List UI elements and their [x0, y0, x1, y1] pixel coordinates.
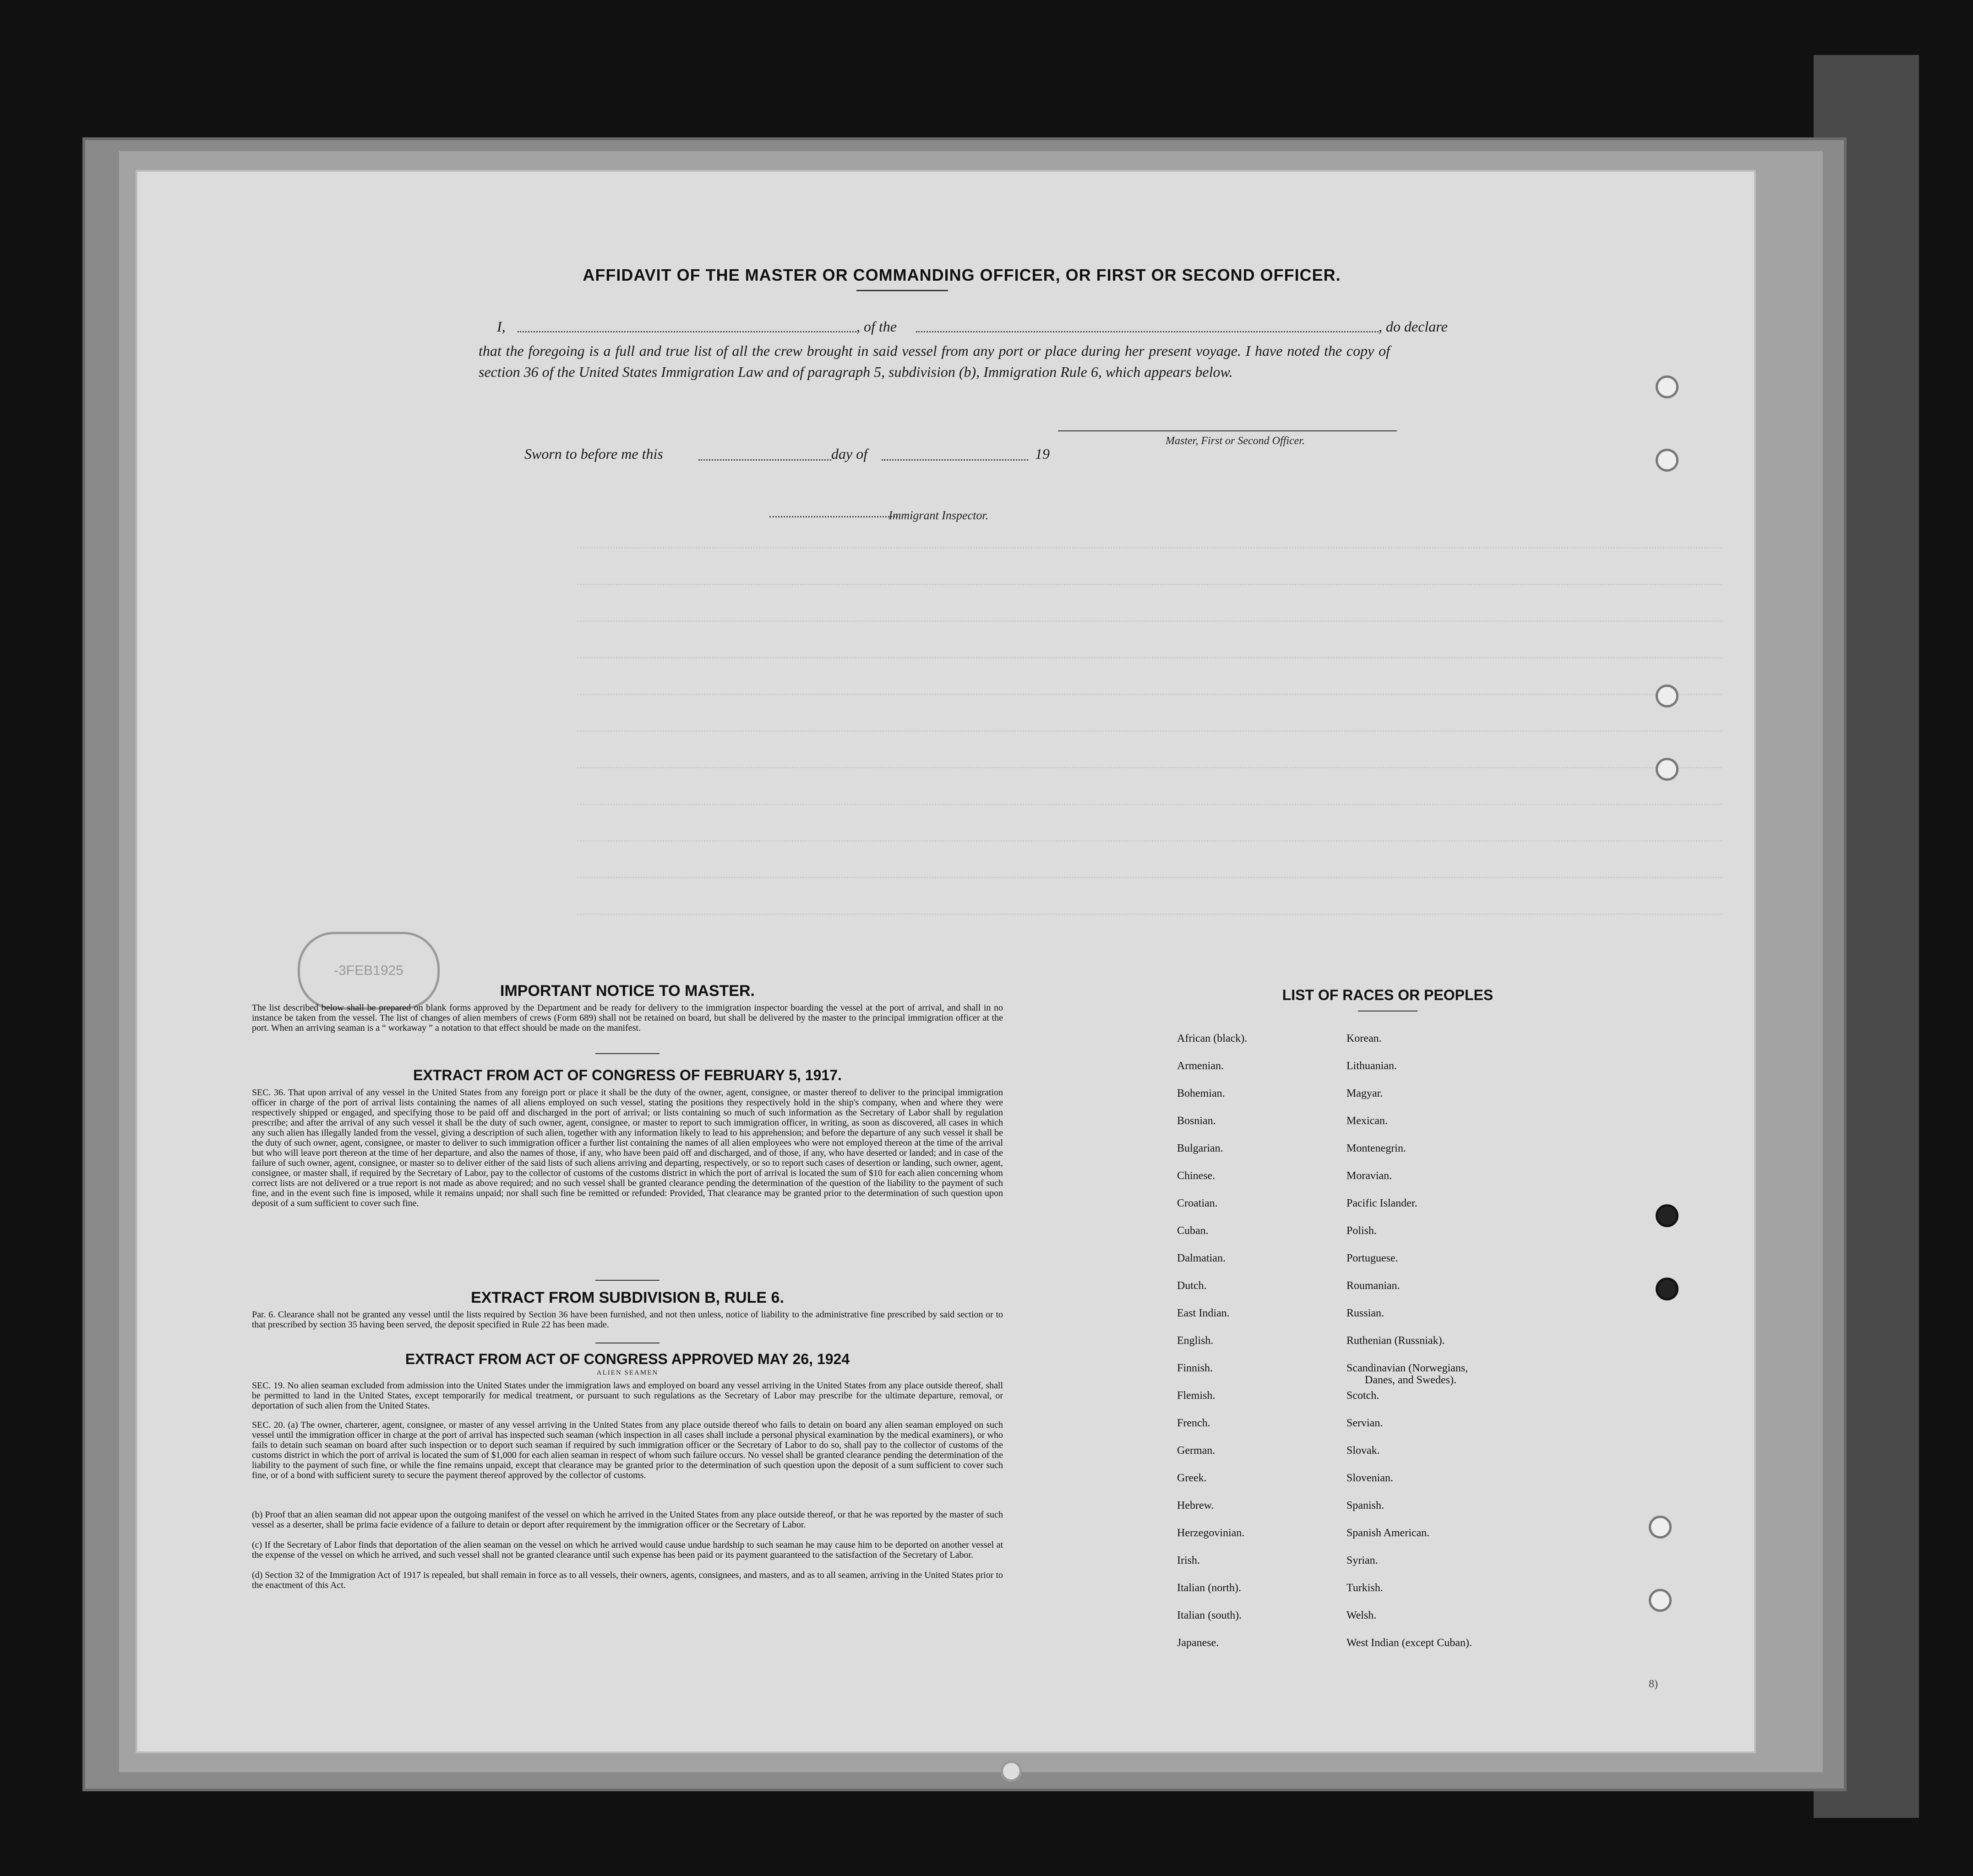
affidavit-of-the: , of the — [856, 318, 897, 335]
extract-1917-title: EXTRACT FROM ACT OF CONGRESS OF FEBRUARY 5, 1917. — [413, 1067, 842, 1083]
race-item: Ruthenian (Russniak). — [1346, 1335, 1445, 1347]
race-item: African (black). — [1177, 1033, 1248, 1044]
race-item: Cuban. — [1177, 1225, 1209, 1237]
bleed-through-row — [577, 840, 1722, 843]
bleed-through-row — [577, 914, 1722, 917]
race-item: Finnish. — [1177, 1362, 1213, 1374]
extract-1924-sec19: SEC. 19. No alien seaman excluded from admission into the United States under the immigration laws and employed on board any vessel arriving in the United States from any place outside thereof, shall be permitted to land in the United States, except temporarily for medical treatment, or pursuant to such regulations as the Secretary of Labor may prescribe for the ultimate departure, removal, or deportation of such alien from the United States. — [252, 1381, 1003, 1411]
race-item: Bulgarian. — [1177, 1142, 1223, 1154]
race-item: Mexican. — [1346, 1115, 1388, 1127]
race-item: German. — [1177, 1445, 1215, 1457]
race-item: Montenegrin. — [1346, 1142, 1406, 1154]
day-of-text: day of — [831, 446, 868, 462]
race-item: West Indian (except Cuban). — [1346, 1637, 1472, 1649]
notice-text: The list described below shall be prepared on blank forms approved by the Department and be ready for delivery to the immigration inspector boarding the vessel at the port of arrival, and shall in no instance be taken from the vessel. The list of changes of alien members of crews (Form 689) shall not be retained on board, but shall be delivered by the master to the principal immigration officer at the port. When an arriving seaman is a “ workaway ” a notation to that effect should be made on the manifest. — [252, 1003, 1003, 1033]
manifest-page — [137, 172, 1754, 1751]
binder-hole — [1656, 449, 1679, 472]
vessel-name-field[interactable] — [916, 331, 1379, 332]
binder-hole — [1656, 1278, 1679, 1300]
race-item: Flemish. — [1177, 1390, 1215, 1402]
title-underline — [856, 290, 948, 291]
race-item: French. — [1177, 1417, 1210, 1429]
race-item: Herzegovinian. — [1177, 1527, 1245, 1539]
extract-1917-text: SEC. 36. That upon arrival of any vessel in the United States from any foreign port or place it shall be the duty of the owner, agent, consignee, or master thereof to deliver to the principal immigration officer in charge of the port of arrival lists containing the names of all aliens employed on such vessel, stating the positions they respectively hold in the ship's company, when and where they were respectively shipped or engaged, and specifying those to be paid off and discharged in the port of arrival; or lists containing so much of such information as the Secretary of Labor shall by regulation prescribe; and after the arrival of any such vessel it shall be the duty of such owner, agent, consignee, or master to report to such immigration officer, in writing, as soon as discovered, all cases in which any such alien has illegally landed from the vessel, giving a description of such alien, together with any information likely to lead to his apprehension; and before the departure of any such vessel it shall be the duty of such owner, agent, consignee, or master to deliver to such immigration officer a further list containing the names of all alien employees who were not employed thereon at the time of the arrival but who will leave port thereon at the time of her departure, and also the names of those, if any, who have been paid off and discharged, and of those, if any, who have deserted or landed; and in case of the failure of such owner, agent, consignee, or master so to deliver either of the said lists of such aliens arriving and departing, respectively, or so to report such cases of desertion or landing, such owner, agent, consignee, or master shall, if required by the Secretary of Labor, pay to the collector of customs of the customs district in which the port of arrival is located the sum of $10 for each alien concerning whom correct lists are not delivered or a true report is not made as above required; and no such vessel shall be granted clearance pending the determination of the question of the liability to the payment of such fine, and in the event such fine is imposed, while it remains unpaid; nor shall such fine be remitted or refunded: Provided, That clearance may be granted prior to the determination of such question upon deposit of a sum sufficient to cover such fine. — [252, 1088, 1003, 1208]
race-item: Moravian. — [1346, 1170, 1392, 1182]
extract-1924-sec20a: SEC. 20. (a) The owner, charterer, agent, consignee, or master of any vessel arriving in the United States from any place outside thereof who fails to detain on board any alien seaman employed on such vessel until the immigration officer in charge at the port of arrival has inspected such seaman (which inspection in all cases shall include a personal physical examination by the medical examiners), or who fails to detain such seaman on board after such inspection or to deport such seaman if required by such immigration officer or the Secretary of Labor to do so, shall pay to the collector of customs of the customs district in which the port of arrival is located the sum of $1,000 for each alien seaman in respect of whom such failure occurs. No vessel shall be granted clearance pending the determination of the liability to the payment of such fine, or while the fine remains unpaid, except that clearance may be granted prior to the determination of such question upon the deposit of a sum sufficient to cover such fine, or of a bond with sufficient surety to secure the payment thereof approved by the collector of customs. — [252, 1420, 1003, 1480]
extract-1917-divider — [595, 1280, 659, 1281]
race-item: Armenian. — [1177, 1060, 1224, 1072]
race-item: Greek. — [1177, 1472, 1207, 1484]
race-item: Polish. — [1346, 1225, 1377, 1237]
race-item: Irish. — [1177, 1555, 1200, 1566]
extract-1924-sec20d: (d) Section 32 of the Immigration Act of 1917 is repealed, but shall remain in force as to all vessels, their owners, agents, consignees, and masters, and as to all seamen, arriving in the United States prior to the enactment of this Act. — [252, 1570, 1003, 1590]
binder-hole — [1649, 1516, 1672, 1539]
race-item: English. — [1177, 1335, 1214, 1347]
bleed-through-row — [577, 620, 1722, 624]
signature-label: Master, First or Second Officer. — [1166, 435, 1305, 447]
notice-divider — [595, 1053, 659, 1054]
extract-1924-sec20c: (c) If the Secretary of Labor finds that deportation of the alien seaman on the vessel on which he arrived would cause undue hardship to such seaman he may cause him to be deported on another vessel at the expense of the vessel on which he arrived, and such vessel shall not be granted clearance until such expense has been paid or its payment guaranteed to the satisfaction of the Secretary of Labor. — [252, 1540, 1003, 1560]
race-item: Japanese. — [1177, 1637, 1219, 1649]
bleed-through-row — [577, 694, 1722, 697]
sworn-month-field[interactable] — [882, 459, 1028, 461]
races-title: LIST OF RACES OR PEOPLES — [1282, 987, 1493, 1003]
sworn-text: Sworn to before me this — [524, 446, 663, 462]
race-item: Hebrew. — [1177, 1500, 1214, 1512]
race-item: Lithuanian. — [1346, 1060, 1397, 1072]
affidavit-body: that the foregoing is a full and true list of all the crew brought in said vessel from any port or place during her present voyage. I have noted the copy of section 36 of the United States Immigration Law and of paragraph 5, subdivision (b), Immigration Rule 6, which appears below. — [479, 343, 1390, 380]
race-item: Bosnian. — [1177, 1115, 1216, 1127]
race-item: Pacific Islander. — [1346, 1197, 1417, 1209]
signature-line[interactable] — [1058, 430, 1397, 431]
sworn-day-field[interactable] — [698, 459, 831, 461]
master-name-field[interactable] — [518, 331, 856, 332]
race-item: Servian. — [1346, 1417, 1383, 1429]
race-item: Scotch. — [1346, 1390, 1379, 1402]
affidavit-do-declare: , do declare — [1379, 318, 1448, 335]
races-right-column — [1346, 1033, 1472, 1664]
race-item-continuation: Danes, and Swedes). — [1365, 1374, 1456, 1386]
bleed-through-row — [577, 730, 1722, 734]
inspector-label: Immigrant Inspector. — [888, 509, 989, 522]
race-item: Slovak. — [1346, 1445, 1380, 1457]
inspector-signature-line[interactable] — [769, 516, 898, 517]
race-item: East Indian. — [1177, 1307, 1230, 1319]
extract-rule6-title: EXTRACT FROM SUBDIVISION B, RULE 6. — [471, 1289, 784, 1306]
race-item: Dutch. — [1177, 1280, 1207, 1292]
race-item: Italian (north). — [1177, 1582, 1241, 1594]
race-item: Spanish American. — [1346, 1527, 1430, 1539]
extract-rule6-text: Par. 6. Clearance shall not be granted any vessel until the lists required by Section 36 have been furnished, and not then unless, notice of liability to the administrative fine prescribed by said section or to that prescribed by section 35 having been served, the deposit specified in Rule 22 has been made. — [252, 1310, 1003, 1330]
race-item: Syrian. — [1346, 1555, 1378, 1566]
binder-hole — [1656, 758, 1679, 781]
bleed-through-row — [577, 547, 1722, 550]
race-item — [1346, 1362, 1472, 1390]
bleed-through-row — [577, 804, 1722, 807]
race-item: Turkish. — [1346, 1582, 1383, 1594]
binder-hole — [1656, 685, 1679, 707]
race-item: Slovenian. — [1346, 1472, 1393, 1484]
binder-hole — [1649, 1589, 1672, 1612]
corner-mark: 8) — [1649, 1678, 1658, 1690]
date-stamp-text: -3FEB1925 — [334, 963, 403, 978]
bleed-through-row — [577, 584, 1722, 587]
bleed-through-row — [577, 767, 1722, 770]
bleed-through-row — [577, 657, 1722, 660]
race-item: Dalmatian. — [1177, 1252, 1226, 1264]
year-prefix: 19 — [1035, 446, 1050, 462]
races-left-column — [1177, 1033, 1247, 1664]
race-item: Portuguese. — [1346, 1252, 1398, 1264]
binder-hole — [1656, 375, 1679, 398]
bleed-through-row — [577, 877, 1722, 880]
race-item: Roumanian. — [1346, 1280, 1400, 1292]
race-item: Bohemian. — [1177, 1088, 1225, 1099]
race-item: Welsh. — [1346, 1610, 1377, 1621]
affidavit-title: AFFIDAVIT OF THE MASTER OR COMMANDING OFFICER, OR FIRST OR SECOND OFFICER. — [583, 266, 1341, 284]
race-item: Croatian. — [1177, 1197, 1218, 1209]
race-item: Spanish. — [1346, 1500, 1384, 1512]
race-item: Magyar. — [1346, 1088, 1383, 1099]
race-item: Korean. — [1346, 1033, 1382, 1044]
race-item-text: Scandinavian (Norwegians, — [1346, 1362, 1468, 1374]
scanner-pin — [1001, 1761, 1022, 1782]
alien-seamen-caption: ALIEN SEAMEN — [596, 1369, 659, 1376]
race-item: Chinese. — [1177, 1170, 1215, 1182]
race-item: Russian. — [1346, 1307, 1384, 1319]
race-item: Italian (south). — [1177, 1610, 1242, 1621]
binder-hole — [1656, 1204, 1679, 1227]
notice-title: IMPORTANT NOTICE TO MASTER. — [500, 982, 755, 1000]
extract-1924-sec20b: (b) Proof that an alien seaman did not appear upon the outgoing manifest of the vessel on which he arrived in the United States from any place outside thereof, or that he was reported by the master of such vessel as a deserter, shall be prima facie evidence of a failure to detain or deport after requirement by the immigration officer or the Secretary of Labor. — [252, 1510, 1003, 1530]
affidavit-i: I, — [497, 318, 506, 335]
extract-1924-title: EXTRACT FROM ACT OF CONGRESS APPROVED MAY 26, 1924 — [405, 1351, 850, 1367]
